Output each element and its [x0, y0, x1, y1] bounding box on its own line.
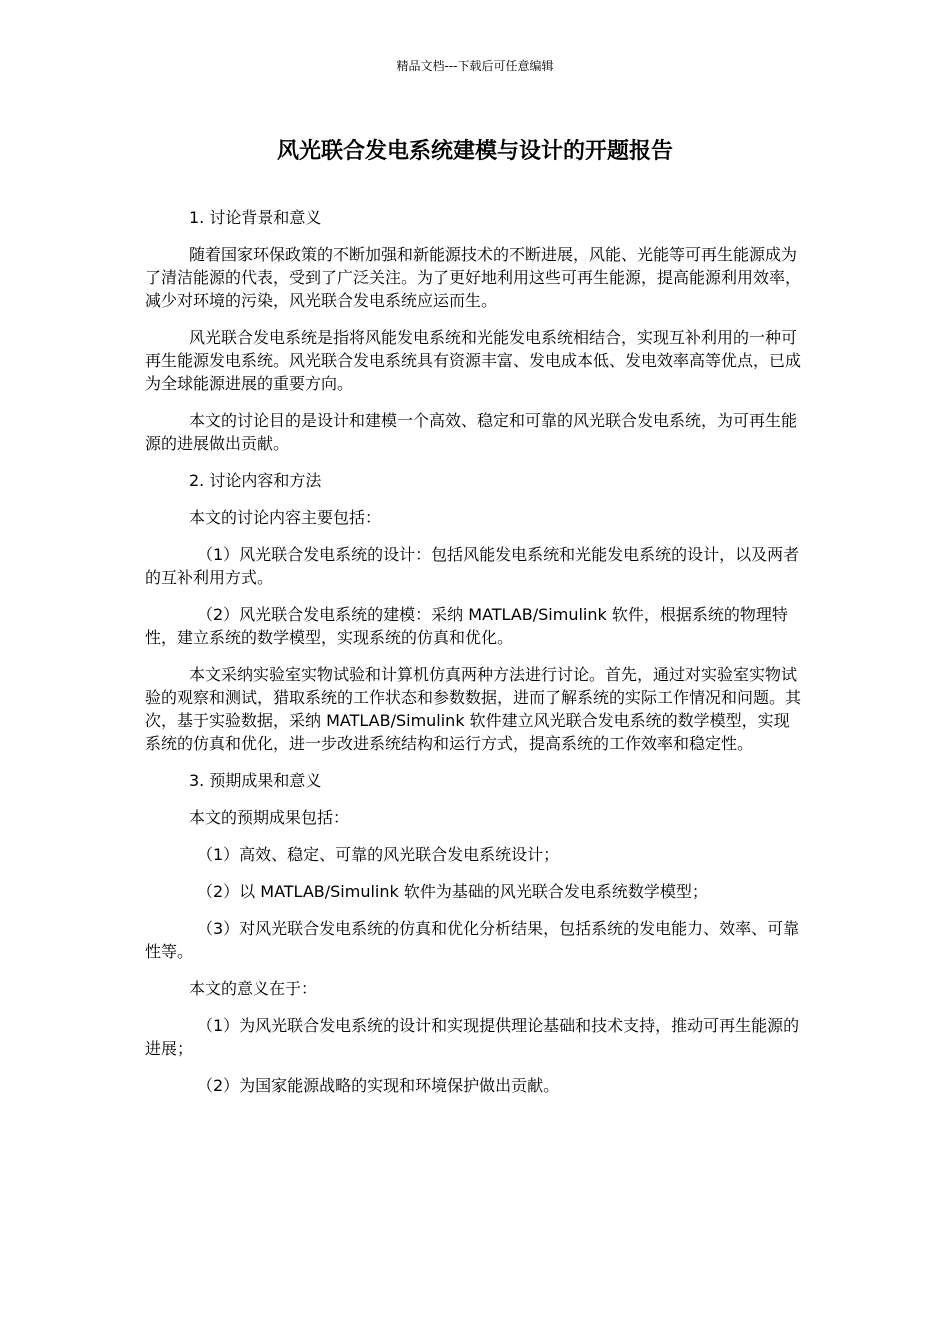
list-item: （2）为国家能源战略的实现和环境保护做出贡献。 — [197, 1076, 560, 1095]
body-paragraph: 随着国家环保政策的不断加强和新能源技术的不断进展，风能、光能等可再生能源成为了清洁能源的代表，受到了广泛关注。为了更好地利用这些可再生能源，提高能源利用效率，减少对环境的污染，风光联合发电系统应运而生。 — [145, 245, 802, 310]
list-item: （2）风光联合发电系统的建模：采纳 MATLAB/Simulink 软件，根据系统的物理特性，建立系统的数学模型，实现系统的仿真和优化。 — [145, 605, 788, 647]
section-heading-background: 1. 讨论背景和意义 — [189, 208, 322, 227]
document-body — [145, 206, 805, 1111]
document-title: 风光联合发电系统建模与设计的开题报告 — [276, 139, 673, 164]
page-header: 精品文档---下载后可任意编辑 — [396, 59, 554, 73]
body-paragraph: 本文的预期成果包括： — [189, 808, 350, 827]
body-paragraph: 风光联合发电系统是指将风能发电系统和光能发电系统相结合，实现互补利用的一种可再生能源发电系统。风光联合发电系统具有资源丰富、发电成本低、发电效率高等优点，已成为全球能源进展的重要方向。 — [145, 328, 802, 393]
list-item: （2）以 MATLAB/Simulink 软件为基础的风光联合发电系统数学模型； — [197, 882, 708, 901]
body-paragraph: 本文的讨论内容主要包括： — [189, 508, 382, 527]
body-paragraph: 本文的讨论目的是设计和建模一个高效、稳定和可靠的风光联合发电系统，为可再生能源的进展做出贡献。 — [145, 411, 798, 453]
body-paragraph: 本文采纳实验室实物试验和计算机仿真两种方法进行讨论。首先，通过对实验室实物试验的观察和测试，猎取系统的工作状态和参数数据，进而了解系统的实际工作情况和问题。其次，基于实验数据，采纳 MATLAB/Simulink 软件建立风光联合发电系统的数学模型，实现系统的仿真和优化，进一步改进系统结构和运行方式，提高系统的工作效率和稳定性。 — [145, 665, 802, 753]
list-item: （1）为风光联合发电系统的设计和实现提供理论基础和技术支持，推动可再生能源的进展； — [145, 1016, 800, 1058]
section-heading-expected-results: 3. 预期成果和意义 — [189, 771, 322, 790]
section-heading-content-method: 2. 讨论内容和方法 — [189, 471, 322, 490]
list-item: （1）高效、稳定、可靠的风光联合发电系统设计； — [197, 845, 560, 864]
list-item: （3）对风光联合发电系统的仿真和优化分析结果，包括系统的发电能力、效率、可靠性等。 — [145, 919, 800, 961]
body-paragraph: 本文的意义在于： — [189, 979, 318, 998]
list-item: （1）风光联合发电系统的设计：包括风能发电系统和光能发电系统的设计，以及两者的互补利用方式。 — [145, 545, 800, 587]
